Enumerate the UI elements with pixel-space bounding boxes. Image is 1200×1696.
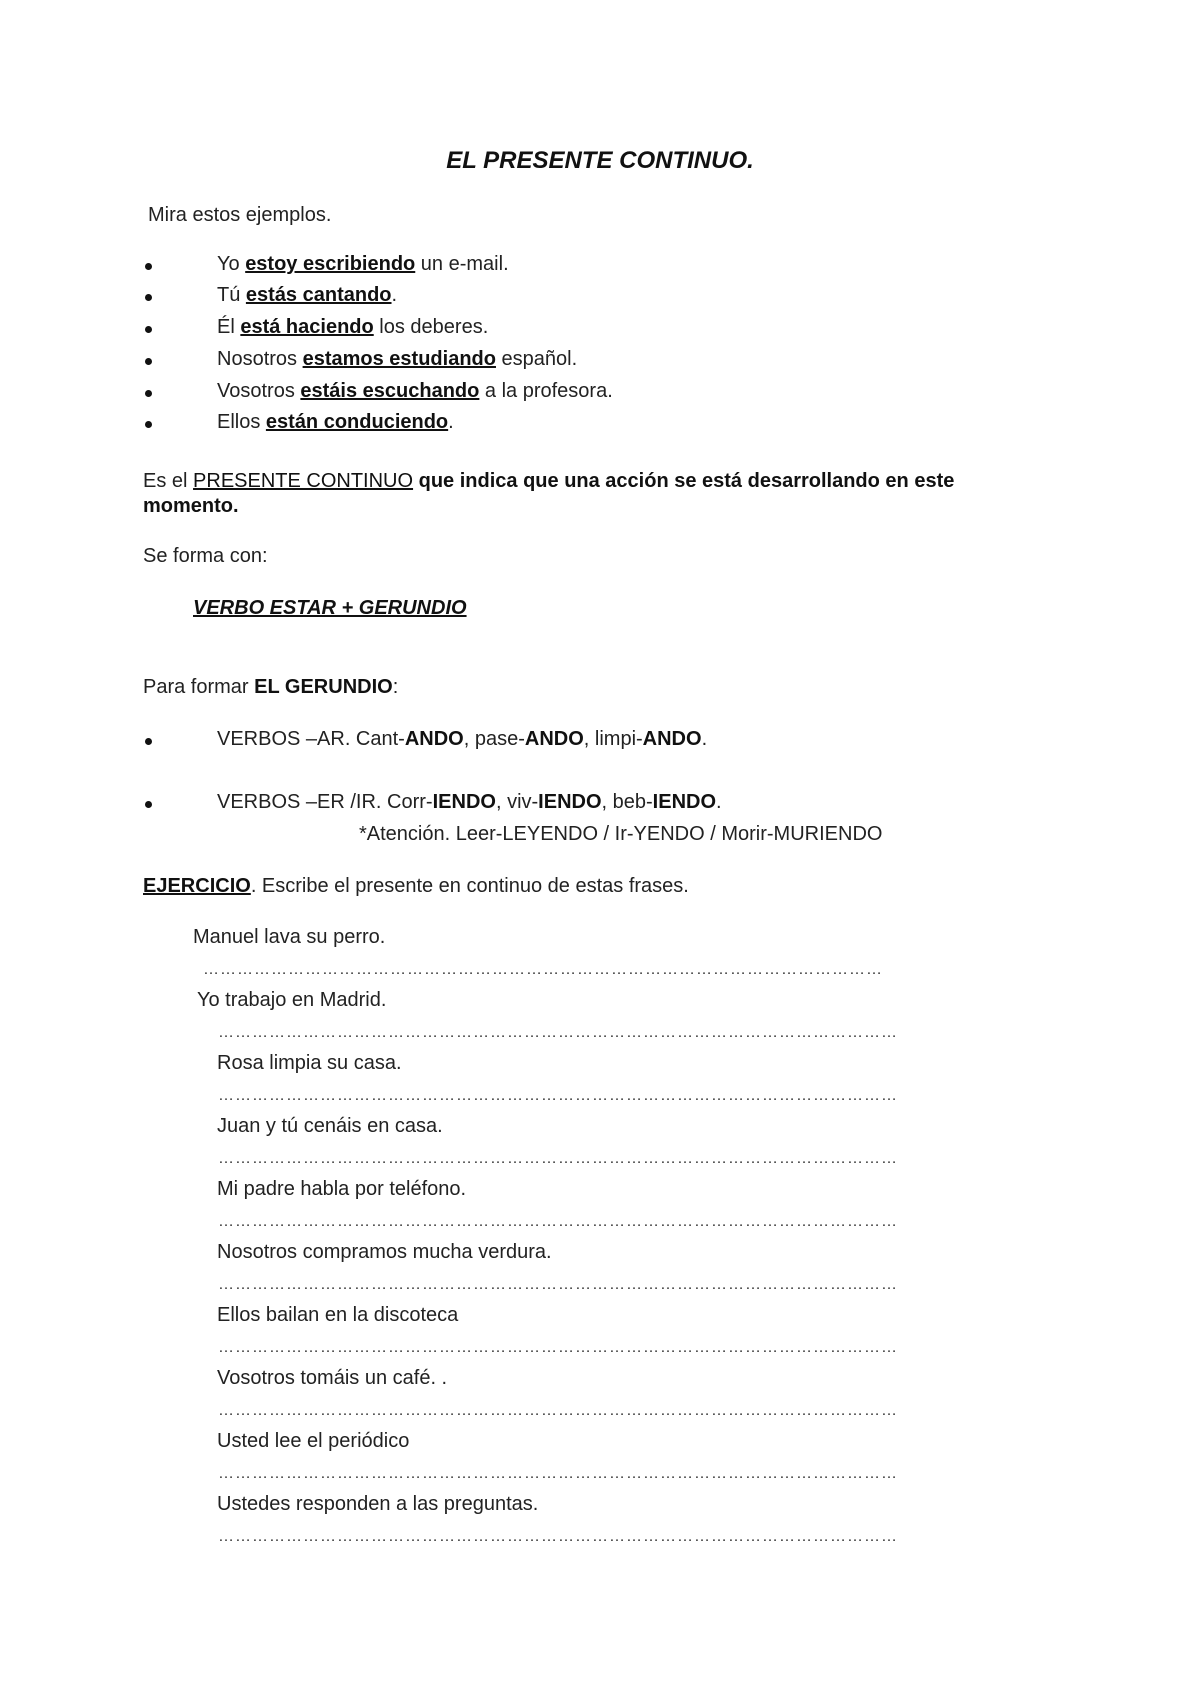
bullet-icon — [145, 294, 152, 301]
gerundio-heading — [143, 676, 398, 699]
answer-line[interactable]: ………………………………………………………………………………………………………… — [218, 1465, 898, 1482]
example-verb: estamos estudiando — [302, 348, 496, 370]
answer-line[interactable]: ………………………………………………………………………………………………………… — [218, 1087, 898, 1104]
example-pronoun: Tú — [217, 284, 246, 306]
bullet-icon — [145, 390, 152, 397]
exercise-instruction: . Escribe el presente en continuo de estas frases. — [250, 875, 689, 897]
gerundio-colon: : — [392, 676, 399, 698]
exercise-sentence: Nosotros compramos mucha verdura. — [217, 1241, 552, 1263]
bullet-icon — [145, 421, 152, 428]
answer-line[interactable]: ………………………………………………………………………………………………………… — [218, 1024, 898, 1041]
intro-text: Mira estos ejemplos. — [148, 204, 332, 226]
gerundio-lead: Para formar — [143, 676, 255, 698]
exercise-sentence: Usted lee el periódico — [217, 1430, 410, 1452]
definition-rest: que indica que una acción se está desarrollando en este — [413, 470, 955, 492]
bullet-icon — [145, 801, 152, 808]
exercise-sentence: Rosa limpia su casa. — [217, 1052, 402, 1074]
exercise-sentence: Manuel lava su perro. — [193, 926, 386, 948]
bullet-icon — [145, 738, 152, 745]
exercise-sentence: Juan y tú cenáis en casa. — [217, 1115, 443, 1137]
rule-ending: IENDO — [432, 791, 496, 813]
rule-text: , pase- — [463, 728, 525, 750]
answer-line[interactable]: ………………………………………………………………………………………………………… — [218, 1213, 898, 1230]
example-rest: español. — [495, 348, 578, 370]
attention-note: *Atención. Leer-LEYENDO / Ir-YENDO / Morir-MURIENDO — [359, 823, 883, 845]
example-pronoun: Nosotros — [217, 348, 303, 370]
example-rest: un e-mail. — [415, 253, 509, 275]
example-rest: los deberes. — [373, 316, 489, 338]
definition-lead: Es el — [143, 470, 194, 492]
bullet-icon — [145, 263, 152, 270]
example-pronoun: Él — [217, 316, 241, 338]
rule-ending: ANDO — [642, 728, 702, 750]
answer-line[interactable]: ………………………………………………………………………………………………………… — [218, 1339, 898, 1356]
example-verb: estás cantando — [245, 284, 392, 306]
example-verb: está haciendo — [240, 316, 374, 338]
rule-ending: IENDO — [652, 791, 717, 813]
rule-text: , beb- — [601, 791, 653, 813]
exercise-label: EJERCICIO — [143, 875, 251, 897]
answer-line[interactable]: ………………………………………………………………………………………………………… — [218, 1528, 898, 1545]
example-verb: estáis escuchando — [300, 380, 480, 402]
example-rest: . — [448, 411, 454, 433]
exercise-sentence: Ustedes responden a las preguntas. — [217, 1493, 539, 1515]
definition-term: PRESENTE CONTINUO — [193, 470, 414, 492]
gerundio-term: EL GERUNDIO — [254, 676, 393, 698]
example-rest: a la profesora. — [479, 380, 613, 402]
rule-text: . — [716, 791, 722, 813]
rule-ending: IENDO — [538, 791, 602, 813]
example-verb: están conduciendo — [265, 411, 449, 433]
definition-line2: momento. — [143, 495, 239, 517]
example-pronoun: Vosotros — [217, 380, 301, 402]
example-pronoun: Yo — [217, 253, 246, 275]
rule-ending: ANDO — [524, 728, 584, 750]
example-rest: . — [391, 284, 398, 306]
exercise-heading — [143, 875, 689, 898]
rule-text: . — [701, 728, 708, 750]
answer-line[interactable]: ………………………………………………………………………………………………………… — [203, 961, 883, 978]
answer-line[interactable]: ………………………………………………………………………………………………………… — [218, 1402, 898, 1419]
page-title: EL PRESENTE CONTINUO. — [446, 147, 754, 174]
answer-line[interactable]: ………………………………………………………………………………………………………… — [218, 1276, 898, 1293]
exercise-sentence: Yo trabajo en Madrid. — [197, 989, 387, 1011]
se-forma-text: Se forma con: — [143, 545, 268, 567]
exercise-sentence: Vosotros tomáis un café. . — [217, 1367, 448, 1389]
bullet-icon — [145, 326, 152, 333]
answer-line[interactable]: ………………………………………………………………………………………………………… — [218, 1150, 898, 1167]
example-verb: estoy escribiendo — [245, 253, 416, 275]
exercise-sentence: Ellos bailan en la discoteca — [217, 1304, 459, 1326]
example-pronoun: Ellos — [217, 411, 266, 433]
formula: VERBO ESTAR + GERUNDIO — [193, 597, 467, 619]
rule-text: VERBOS –AR. Cant- — [217, 728, 405, 750]
rule-text: , viv- — [495, 791, 539, 813]
rule-text: , limpi- — [583, 728, 643, 750]
bullet-icon — [145, 358, 152, 365]
rule-text: VERBOS –ER /IR. Corr- — [217, 791, 433, 813]
rule-ending: ANDO — [404, 728, 464, 750]
exercise-sentence: Mi padre habla por teléfono. — [217, 1178, 467, 1200]
